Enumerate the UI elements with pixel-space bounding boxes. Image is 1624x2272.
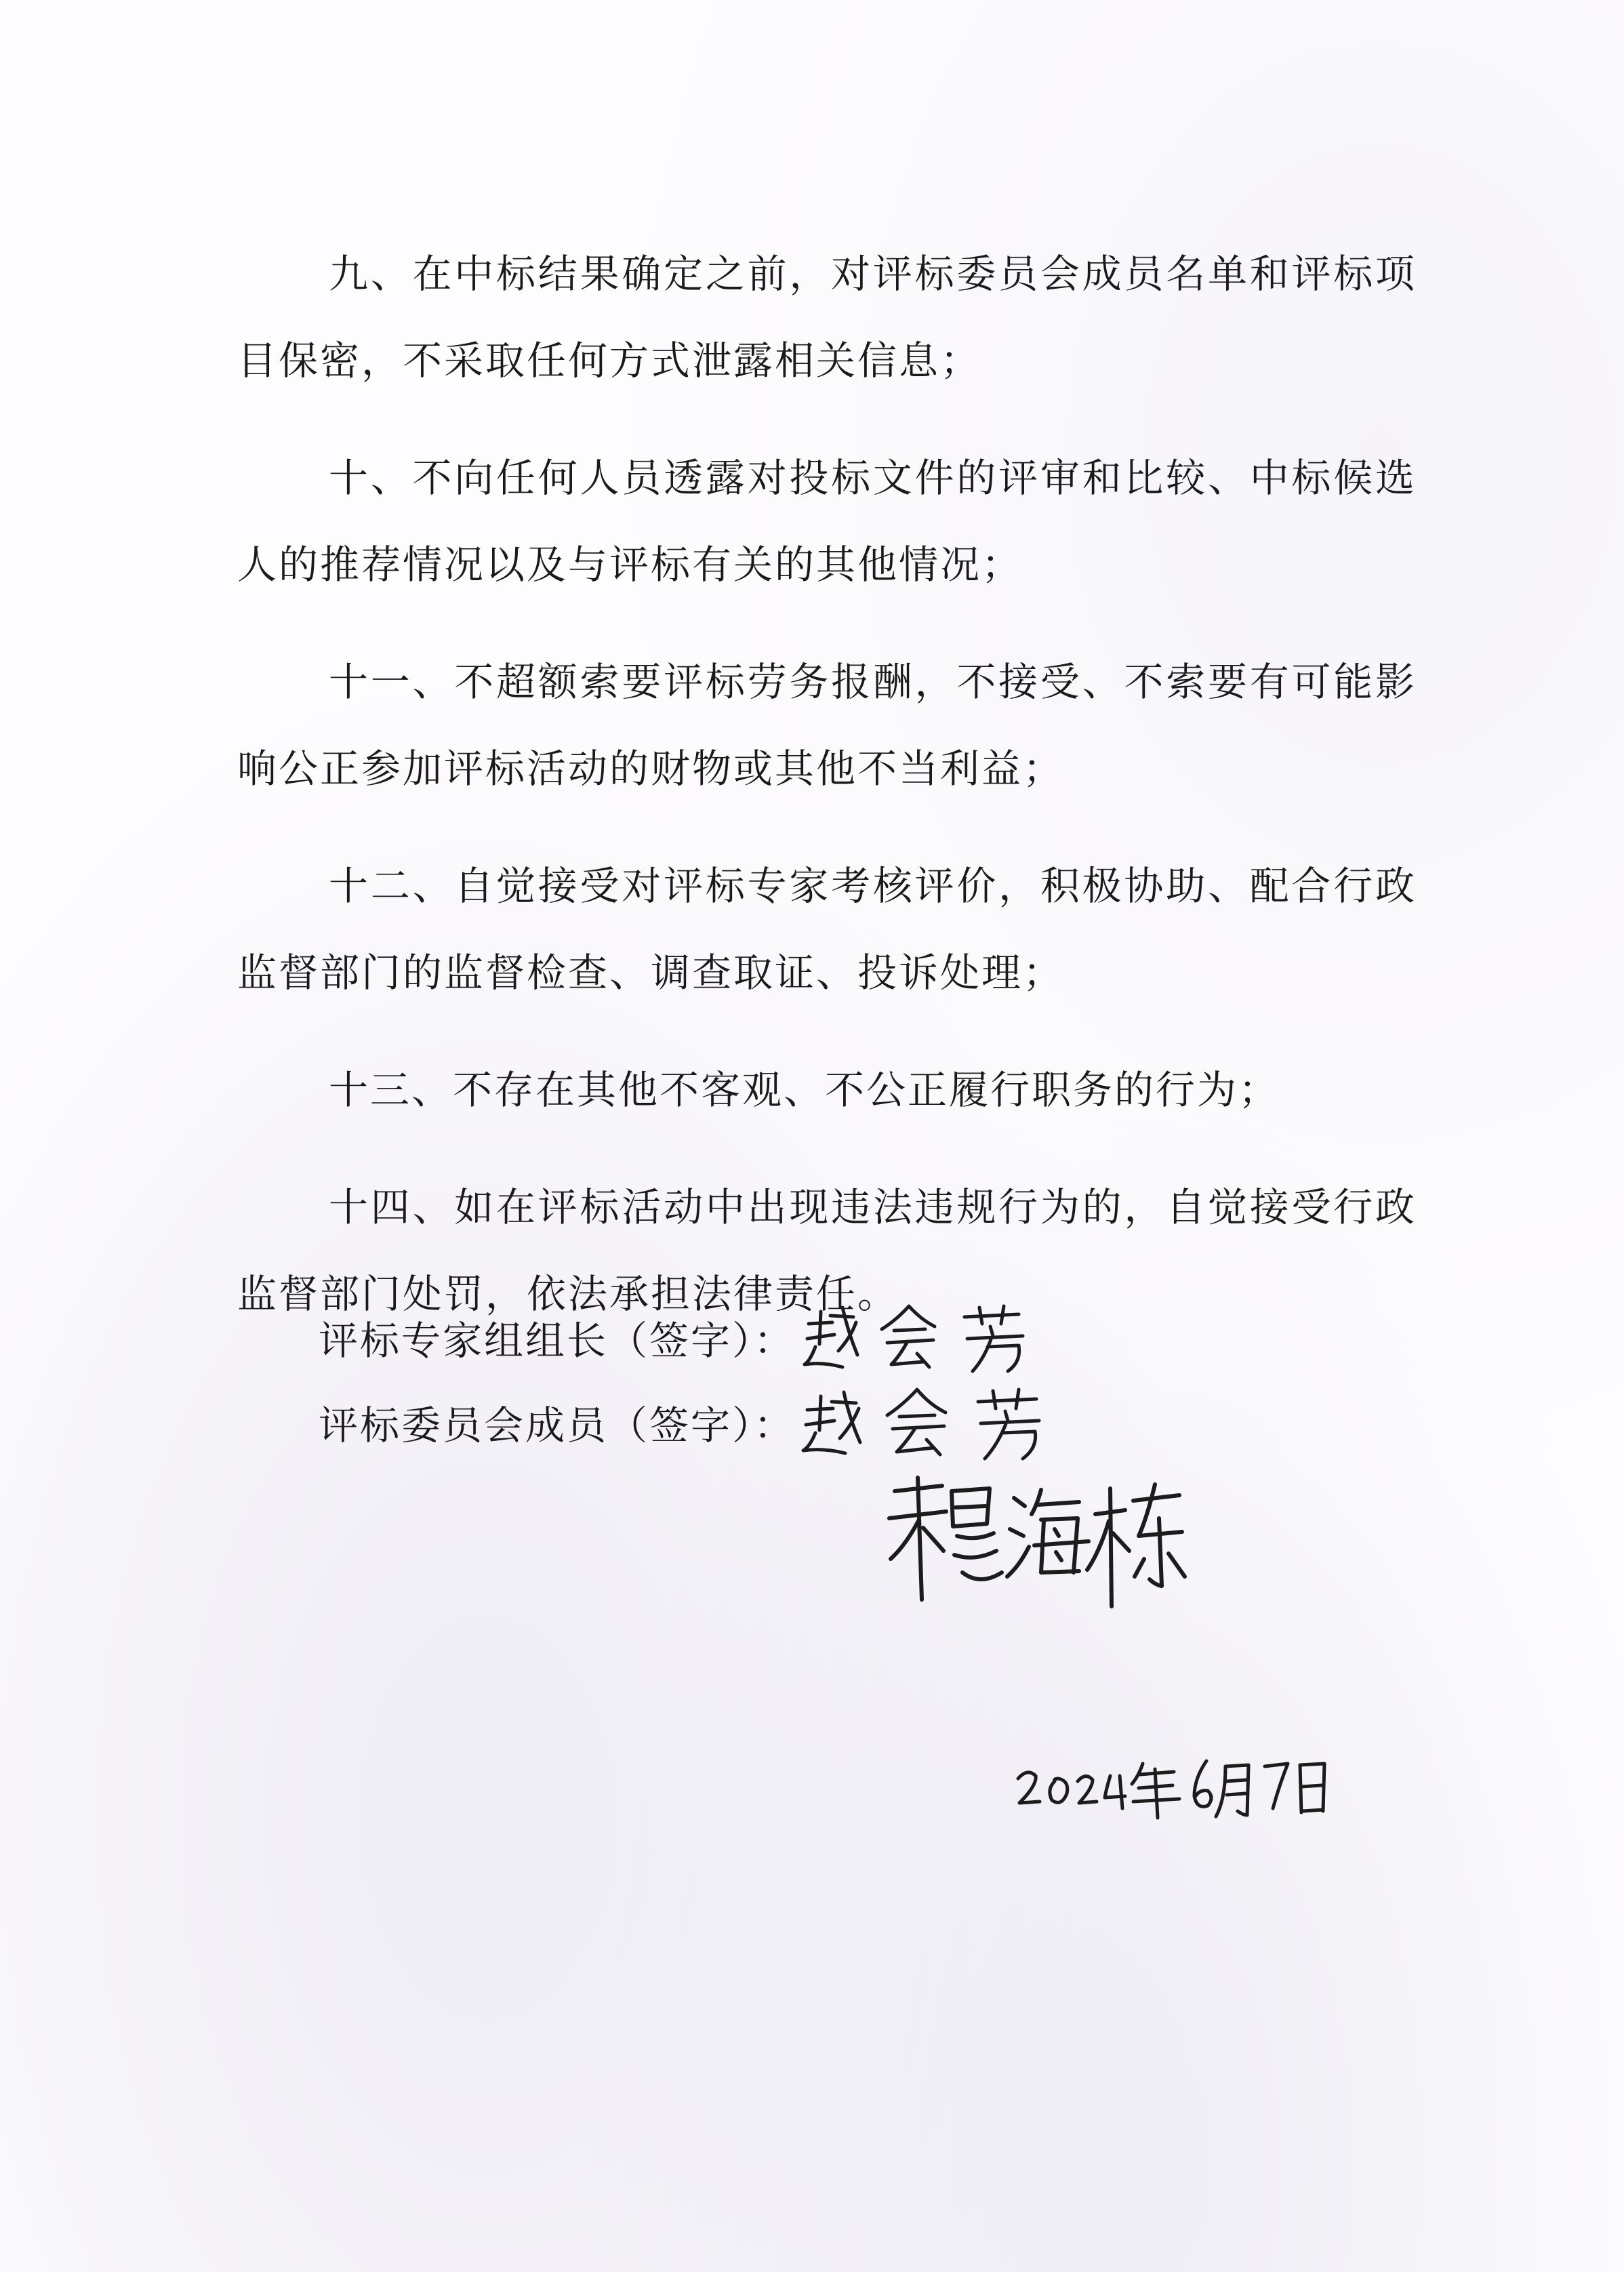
clause-10: 十、不向任何人员透露对投标文件的评审和比较、中标候选人的推荐情况以及与评标有关的其他情况； [237,455,1417,588]
signature-block [319,1295,1066,1464]
clause-13: 十三、不存在其他不客观、不公正履行职务的行为； [329,1067,1280,1113]
clause-12: 十二、自觉接受对评标专家考核评价，积极协助、配合行政监督部门的监督检查、调查取证、投诉处理； [237,863,1417,996]
member-handwritten-signature-1 [795,1381,1066,1463]
handwritten-date [1010,1749,1335,1823]
leader-handwritten-signature [795,1297,1053,1378]
clause-9: 九、在中标结果确定之前，对评标委员会成员名单和评标项目保密，不采取任何方式泄露相关信息； [237,251,1417,384]
member-handwritten-signature-2 [881,1471,1193,1613]
clause-11: 十一、不超额索要评标劳务报酬，不接受、不索要有可能影响公正参加评标活动的财物或其他不当利益； [237,659,1417,792]
leader-signature-label: 评标专家组组长（签字）： [319,1317,796,1364]
members-signature-label: 评标委员会成员（签字）： [319,1402,796,1448]
clause-14: 十四、如在评标活动中出现违法违规行为的，自觉接受行政监督部门处罚，依法承担法律责任。 [237,1184,1417,1317]
commitment-clauses [237,230,1417,1368]
leader-signature-row [319,1295,1066,1379]
members-signature-row [319,1379,1066,1464]
